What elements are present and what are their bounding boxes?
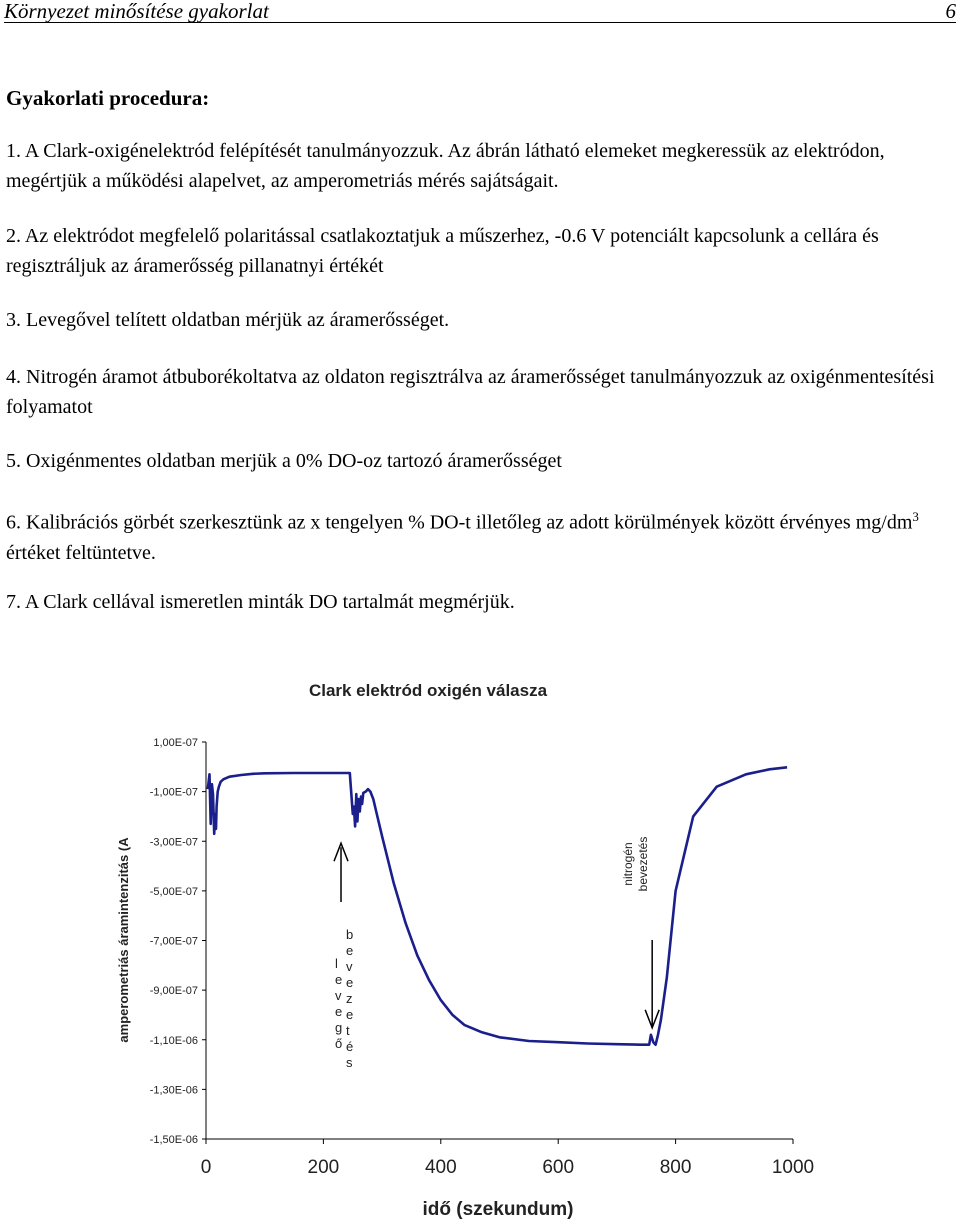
nitrogen-bevezetes-label: bevezetés <box>636 836 651 892</box>
step-7: 7. A Clark cellával ismeretlen minták DO tartalmát megmérjük. <box>6 591 515 613</box>
page-number: 6 <box>945 0 956 23</box>
step-5: 5. Oxigénmentes oldatban merjük a 0% DO-oz tartozó áramerősséget <box>6 450 562 472</box>
y-tick-label: -7,00E-07 <box>149 935 198 948</box>
step-3: 3. Levegővel telített oldatban mérjük az áramerősséget. <box>6 309 450 331</box>
step-6-text: 6. Kalibrációs görbét szerkesztünk az x tengelyen % DO-t illetőleg az adott körülmények között érvényes mg/dm <box>6 511 913 534</box>
y-tick-label: -9,00E-07 <box>149 985 198 998</box>
step-2: 2. Az elektródot megfelelő polaritással csatlakoztatjuk a műszerhez, -0.6 V potenciált kapcsolunk a cellára és regisztráljuk az áramerősség pillanatnyi értékét <box>6 225 879 277</box>
step-1: 1. A Clark-oxigénelektród felépítését tanulmányozzuk. Az ábrán látható elemeket megkeressük az elektródon, megértjük a működési alapelvet, az amperometriás mérés sajátságait. <box>6 140 885 192</box>
y-tick-label: -1,50E-06 <box>149 1134 198 1146</box>
x-axis-label: idő (szekundum) <box>422 1199 574 1220</box>
chart-title: Clark elektród oxigén válasza <box>308 681 548 700</box>
y-tick-label: -1,00E-07 <box>149 786 198 799</box>
step-6-text-end: értéket feltüntetve. <box>6 541 156 564</box>
x-tick-label: 1000 <box>771 1157 815 1178</box>
y-tick-label: -5,00E-07 <box>149 885 198 898</box>
y-axis-label: amperometriás áramintenzitás (A <box>116 837 131 1043</box>
bevezetes-label: b e v e z e t é s <box>346 927 354 1070</box>
x-tick-label: 400 <box>424 1157 457 1178</box>
header-title: Környezet minősítése gyakorlat <box>4 0 269 23</box>
levego-label: l e v e g ő <box>335 956 343 1051</box>
y-tick-label: -3,00E-07 <box>149 836 198 849</box>
step-6 <box>6 502 956 568</box>
clark-response-chart <box>108 670 815 1224</box>
x-tick-label: 600 <box>542 1157 575 1178</box>
x-tick-label: 0 <box>200 1157 212 1178</box>
chart <box>108 670 815 1224</box>
x-tick-label: 800 <box>659 1157 692 1178</box>
step-6-superscript: 3 <box>912 509 919 524</box>
page-header <box>4 0 956 23</box>
x-tick-label: 200 <box>307 1157 340 1178</box>
y-tick-label: -1,10E-06 <box>149 1034 198 1047</box>
step-4: 4. Nitrogén áramot átbuborékoltatva az oldaton regisztrálva az áramerősséget tanulmányozzuk az oxigénmentesítési folyamatot <box>6 366 935 418</box>
nitrogen-label: nitrogén <box>621 842 636 886</box>
y-tick-label: 1,00E-07 <box>153 737 198 749</box>
y-tick-label: -1,30E-06 <box>149 1084 198 1097</box>
section-heading: Gyakorlati procedura: <box>6 86 210 110</box>
series-line-0 <box>208 767 787 1044</box>
